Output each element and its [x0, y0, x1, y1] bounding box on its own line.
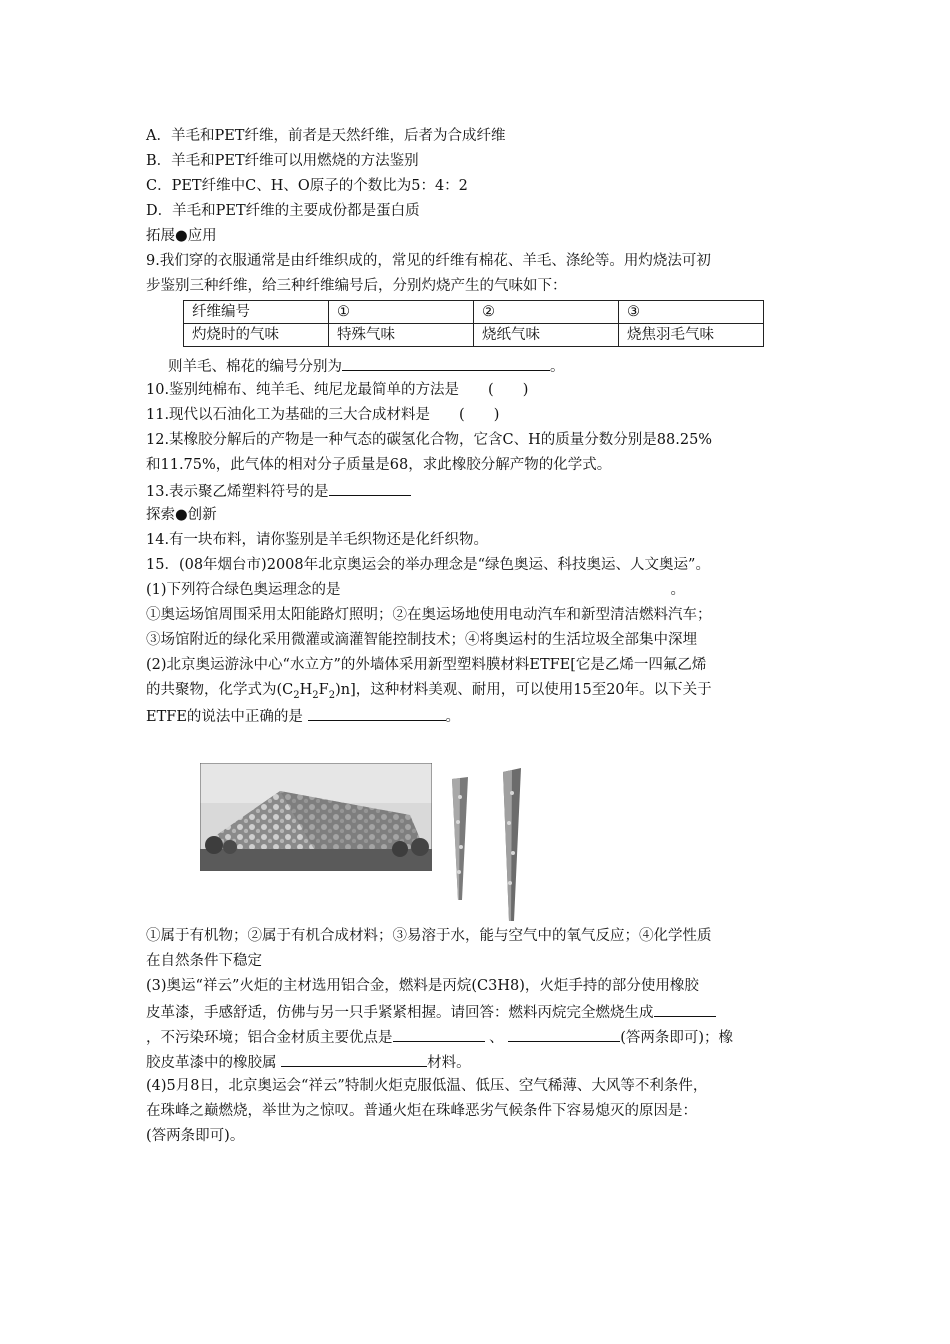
text-fragment: 胶皮革漆中的橡胶属 — [146, 1055, 277, 1071]
option-d: D．羊毛和PET纤维的主要成份都是蛋白质 — [146, 203, 420, 219]
question-9-line-2: 步鉴别三种纤维，给三种纤维编号后，分别灼烧产生的气味如下： — [146, 278, 567, 294]
question-15-intro: 15．(08年烟台市)2008年北京奥运会的举办理念是“绿色奥运、科技奥运、人文奥运”。 — [146, 557, 710, 573]
table-cell: 特殊气味 — [329, 324, 474, 347]
part-3-line-3 — [146, 1026, 733, 1048]
answer-suffix: 。 — [550, 359, 565, 375]
part-1-options-line-2: ③场馆附近的绿化采用微灌或滴灌智能控制技术；④将奥运村的生活垃圾全部集中深埋 — [146, 632, 697, 648]
question-12-line-2: 和11.75%，此气体的相对分子质量是68，求此橡胶分解产物的化学式。 — [146, 457, 612, 473]
part-4-line-3: (答两条即可)。 — [146, 1128, 245, 1144]
table-header-row — [184, 301, 764, 324]
question-14: 14.有一块布料，请你鉴别是羊毛织物还是化纤织物。 — [146, 532, 489, 548]
answer-blank[interactable] — [393, 1026, 485, 1042]
part-2-line-1: (2)北京奥运游泳中心“水立方”的外墙体采用新型塑料膜材料ETFE[它是乙烯一四氟乙烯 — [146, 657, 707, 673]
answer-blank[interactable] — [281, 1051, 427, 1067]
part-3-line-2 — [146, 1001, 716, 1023]
part-1-text: (1)下列符合绿色奥运理念的是 — [146, 582, 341, 598]
section-heading-expand: 拓展●应用 — [146, 228, 217, 244]
part-3-line-1: (3)奥运“祥云”火炬的主材选用铝合金，燃料是丙烷(C3H8)，火炬手持的部分使用橡胶 — [146, 978, 699, 994]
table-row — [184, 324, 764, 347]
torch-large-icon — [497, 768, 527, 923]
subscript: 2 — [328, 689, 336, 701]
answer-blank[interactable] — [508, 1026, 620, 1042]
answer-prefix: 则羊毛、棉花的编号分别为 — [168, 359, 342, 375]
part-4-line-1: (4)5月8日，北京奥运会“祥云”特制火炬克服低温、低压、空气稀薄、大风等不利条件， — [146, 1078, 708, 1094]
text-fragment: 的共聚物，化学式为(C — [146, 682, 294, 698]
table-cell: ③ — [619, 301, 764, 324]
table-cell: 灼烧时的气味 — [184, 324, 329, 347]
question-12-line-1: 12.某橡胶分解后的产物是一种气态的碳氢化合物，它含C、H的质量分数分别是88.25% — [146, 432, 713, 448]
text-fragment: ETFE的说法中正确的是 — [146, 709, 303, 725]
option-a: A．羊毛和PET纤维，前者是天然纤维，后者为合成纤维 — [146, 128, 506, 144]
part-2-line-2 — [146, 680, 712, 706]
question-9-answer-line — [168, 355, 565, 377]
text-fragment: 皮革漆，手感舒适，仿佛与另一只手紧紧相握。请回答：燃料丙烷完全燃烧生成 — [146, 1005, 654, 1021]
part-2-line-3 — [146, 705, 460, 727]
part-2-options-line-1: ①属于有机物；②属于有机合成材料；③易溶于水，能与空气中的氧气反应；④化学性质 — [146, 928, 712, 944]
table-cell: ② — [474, 301, 619, 324]
fiber-smell-table — [183, 300, 764, 347]
torch-small-icon — [447, 777, 473, 902]
period: 。 — [670, 582, 686, 598]
text-fragment: 、 — [489, 1030, 504, 1046]
question-15-part-1 — [146, 580, 685, 600]
table-cell: 烧焦羽毛气味 — [619, 324, 764, 347]
option-b: B．羊毛和PET纤维可以用燃烧的方法鉴别 — [146, 153, 419, 169]
question-9-line-1: 9.我们穿的衣服通常是由纤维织成的，常见的纤维有棉花、羊毛、涤纶等。用灼烧法可初 — [146, 253, 711, 269]
text-fragment: (答两条即可)；橡 — [620, 1030, 734, 1046]
section-heading-explore: 探索●创新 — [146, 507, 217, 523]
question-13-text: 13.表示聚乙烯塑料符号的是 — [146, 484, 329, 500]
question-11: 11.现代以石油化工为基础的三大合成材料是 ( ) — [146, 407, 500, 423]
table-cell: 烧纸气味 — [474, 324, 619, 347]
subscript: 2 — [293, 689, 300, 701]
text-fragment: F — [318, 682, 329, 698]
answer-blank[interactable] — [654, 1001, 716, 1017]
part-1-options-line-1: ①奥运场馆周围采用太阳能路灯照明；②在奥运场地使用电动汽车和新型清洁燃料汽车； — [146, 607, 712, 623]
option-c: C．PET纤维中C、H、O原子的个数比为5：4：2 — [146, 178, 468, 194]
part-2-options-line-2: 在自然条件下稳定 — [146, 953, 262, 969]
part-4-line-2: 在珠峰之巅燃烧，举世为之惊叹。普通火炬在珠峰恶劣气候条件下容易熄灭的原因是： — [146, 1103, 697, 1119]
answer-blank[interactable] — [329, 480, 411, 496]
period: 。 — [445, 709, 461, 725]
question-13 — [146, 480, 411, 502]
water-cube-photo — [200, 763, 432, 871]
table-cell: ① — [329, 301, 474, 324]
table-cell: 纤维编号 — [184, 301, 329, 324]
text-fragment: ，不污染环境；铝合金材质主要优点是 — [146, 1030, 393, 1046]
text-fragment: )n]，这种材料美观、耐用，可以使用15至20年。以下关于 — [335, 682, 712, 698]
text-fragment: H — [299, 682, 313, 698]
answer-blank[interactable] — [342, 355, 550, 371]
question-10: 10.鉴别纯棉布、纯羊毛、纯尼龙最简单的方法是 ( ) — [146, 382, 529, 398]
subscript: 2 — [312, 689, 319, 701]
part-3-line-4 — [146, 1051, 471, 1073]
answer-blank[interactable] — [308, 705, 446, 721]
text-fragment: 材料。 — [427, 1055, 471, 1071]
